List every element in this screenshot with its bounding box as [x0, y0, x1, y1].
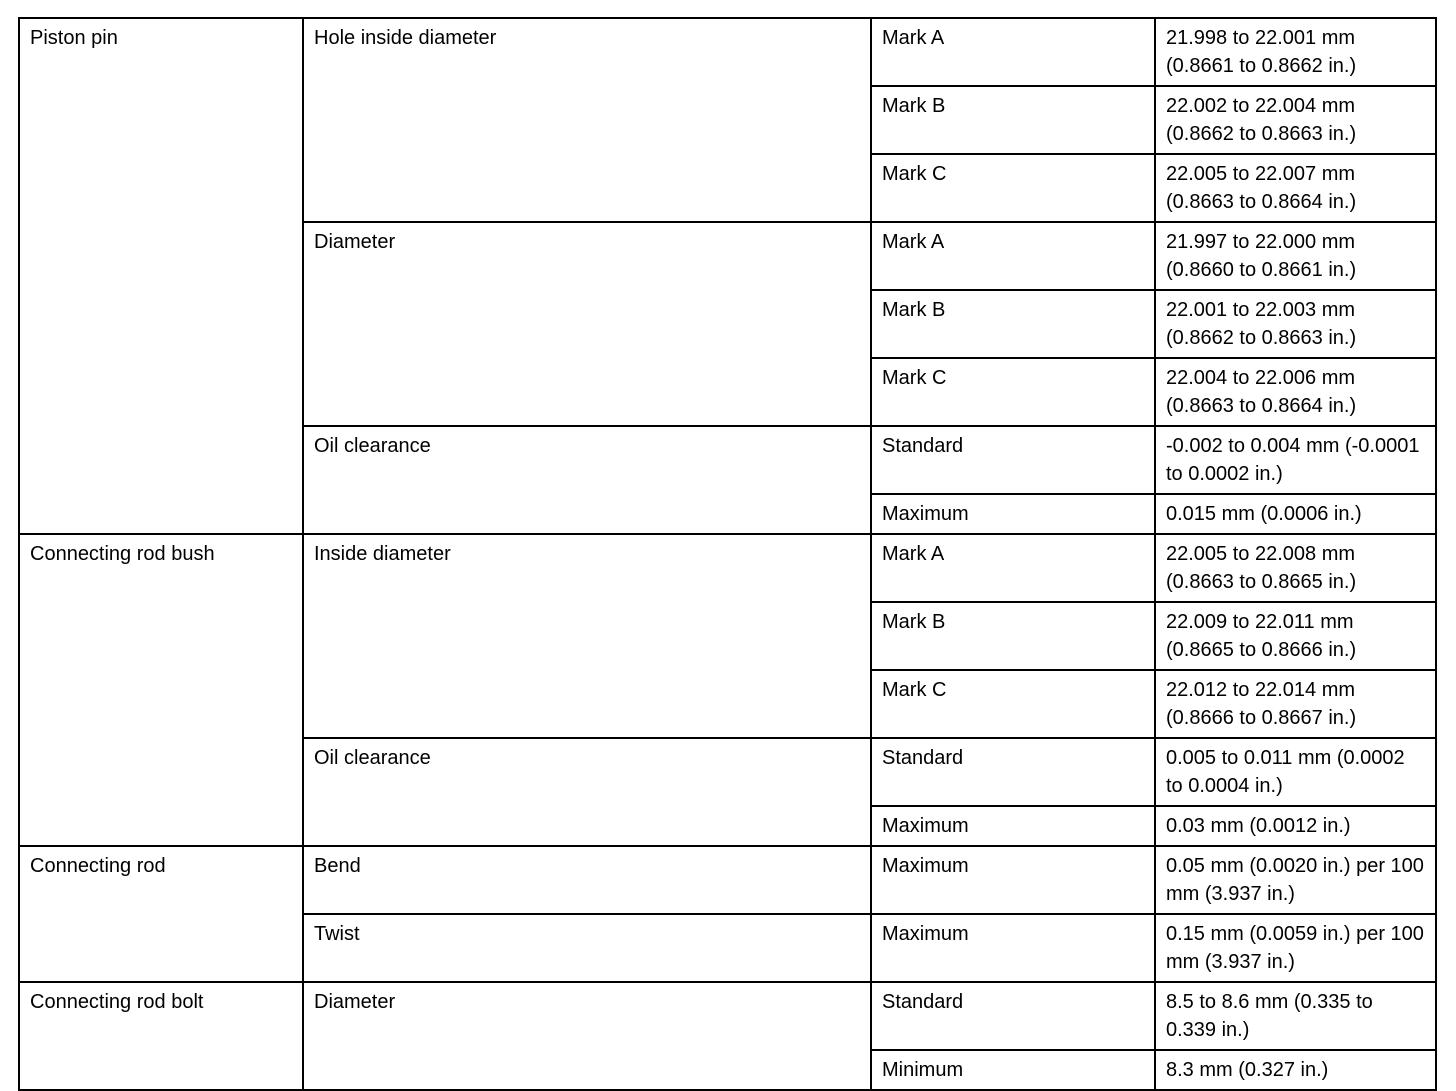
- item-cell: Twist: [303, 914, 871, 982]
- value-cell: 22.004 to 22.006 mm (0.8663 to 0.8664 in.): [1155, 358, 1436, 426]
- item-cell: Diameter: [303, 222, 871, 426]
- value-cell: 22.005 to 22.007 mm (0.8663 to 0.8664 in.): [1155, 154, 1436, 222]
- condition-cell: Mark A: [871, 534, 1155, 602]
- condition-cell: Mark B: [871, 602, 1155, 670]
- condition-cell: Standard: [871, 982, 1155, 1050]
- condition-cell: Maximum: [871, 494, 1155, 534]
- component-cell: Connecting rod bush: [19, 534, 303, 846]
- value-cell: 0.005 to 0.011 mm (0.0002 to 0.0004 in.): [1155, 738, 1436, 806]
- component-cell: Connecting rod bolt: [19, 982, 303, 1090]
- condition-cell: Maximum: [871, 914, 1155, 982]
- value-cell: 8.3 mm (0.327 in.): [1155, 1050, 1436, 1090]
- table-row: [19, 982, 1436, 1050]
- value-cell: 22.001 to 22.003 mm (0.8662 to 0.8663 in.): [1155, 290, 1436, 358]
- condition-cell: Maximum: [871, 846, 1155, 914]
- component-cell: Connecting rod: [19, 846, 303, 982]
- condition-cell: Mark B: [871, 86, 1155, 154]
- condition-cell: Standard: [871, 738, 1155, 806]
- item-cell: Oil clearance: [303, 738, 871, 846]
- value-cell: -0.002 to 0.004 mm (-0.0001 to 0.0002 in.): [1155, 426, 1436, 494]
- value-cell: 0.015 mm (0.0006 in.): [1155, 494, 1436, 534]
- spec-table: [18, 17, 1437, 1091]
- component-cell: Piston pin: [19, 18, 303, 534]
- condition-cell: Mark C: [871, 670, 1155, 738]
- condition-cell: Mark C: [871, 358, 1155, 426]
- condition-cell: Standard: [871, 426, 1155, 494]
- value-cell: 0.05 mm (0.0020 in.) per 100 mm (3.937 in.): [1155, 846, 1436, 914]
- condition-cell: Mark A: [871, 222, 1155, 290]
- table-row: [19, 534, 1436, 602]
- condition-cell: Mark B: [871, 290, 1155, 358]
- condition-cell: Maximum: [871, 806, 1155, 846]
- value-cell: 21.998 to 22.001 mm (0.8661 to 0.8662 in.): [1155, 18, 1436, 86]
- value-cell: 0.03 mm (0.0012 in.): [1155, 806, 1436, 846]
- value-cell: 22.009 to 22.011 mm (0.8665 to 0.8666 in.): [1155, 602, 1436, 670]
- condition-cell: Mark A: [871, 18, 1155, 86]
- item-cell: Bend: [303, 846, 871, 914]
- value-cell: 8.5 to 8.6 mm (0.335 to 0.339 in.): [1155, 982, 1436, 1050]
- value-cell: 22.012 to 22.014 mm (0.8666 to 0.8667 in.): [1155, 670, 1436, 738]
- item-cell: Oil clearance: [303, 426, 871, 534]
- table-row: [19, 846, 1436, 914]
- item-cell: Diameter: [303, 982, 871, 1090]
- condition-cell: Mark C: [871, 154, 1155, 222]
- value-cell: 22.002 to 22.004 mm (0.8662 to 0.8663 in.): [1155, 86, 1436, 154]
- value-cell: 0.15 mm (0.0059 in.) per 100 mm (3.937 in.): [1155, 914, 1436, 982]
- condition-cell: Minimum: [871, 1050, 1155, 1090]
- item-cell: Inside diameter: [303, 534, 871, 738]
- table-row: [19, 18, 1436, 86]
- item-cell: Hole inside diameter: [303, 18, 871, 222]
- value-cell: 22.005 to 22.008 mm (0.8663 to 0.8665 in.): [1155, 534, 1436, 602]
- value-cell: 21.997 to 22.000 mm (0.8660 to 0.8661 in.): [1155, 222, 1436, 290]
